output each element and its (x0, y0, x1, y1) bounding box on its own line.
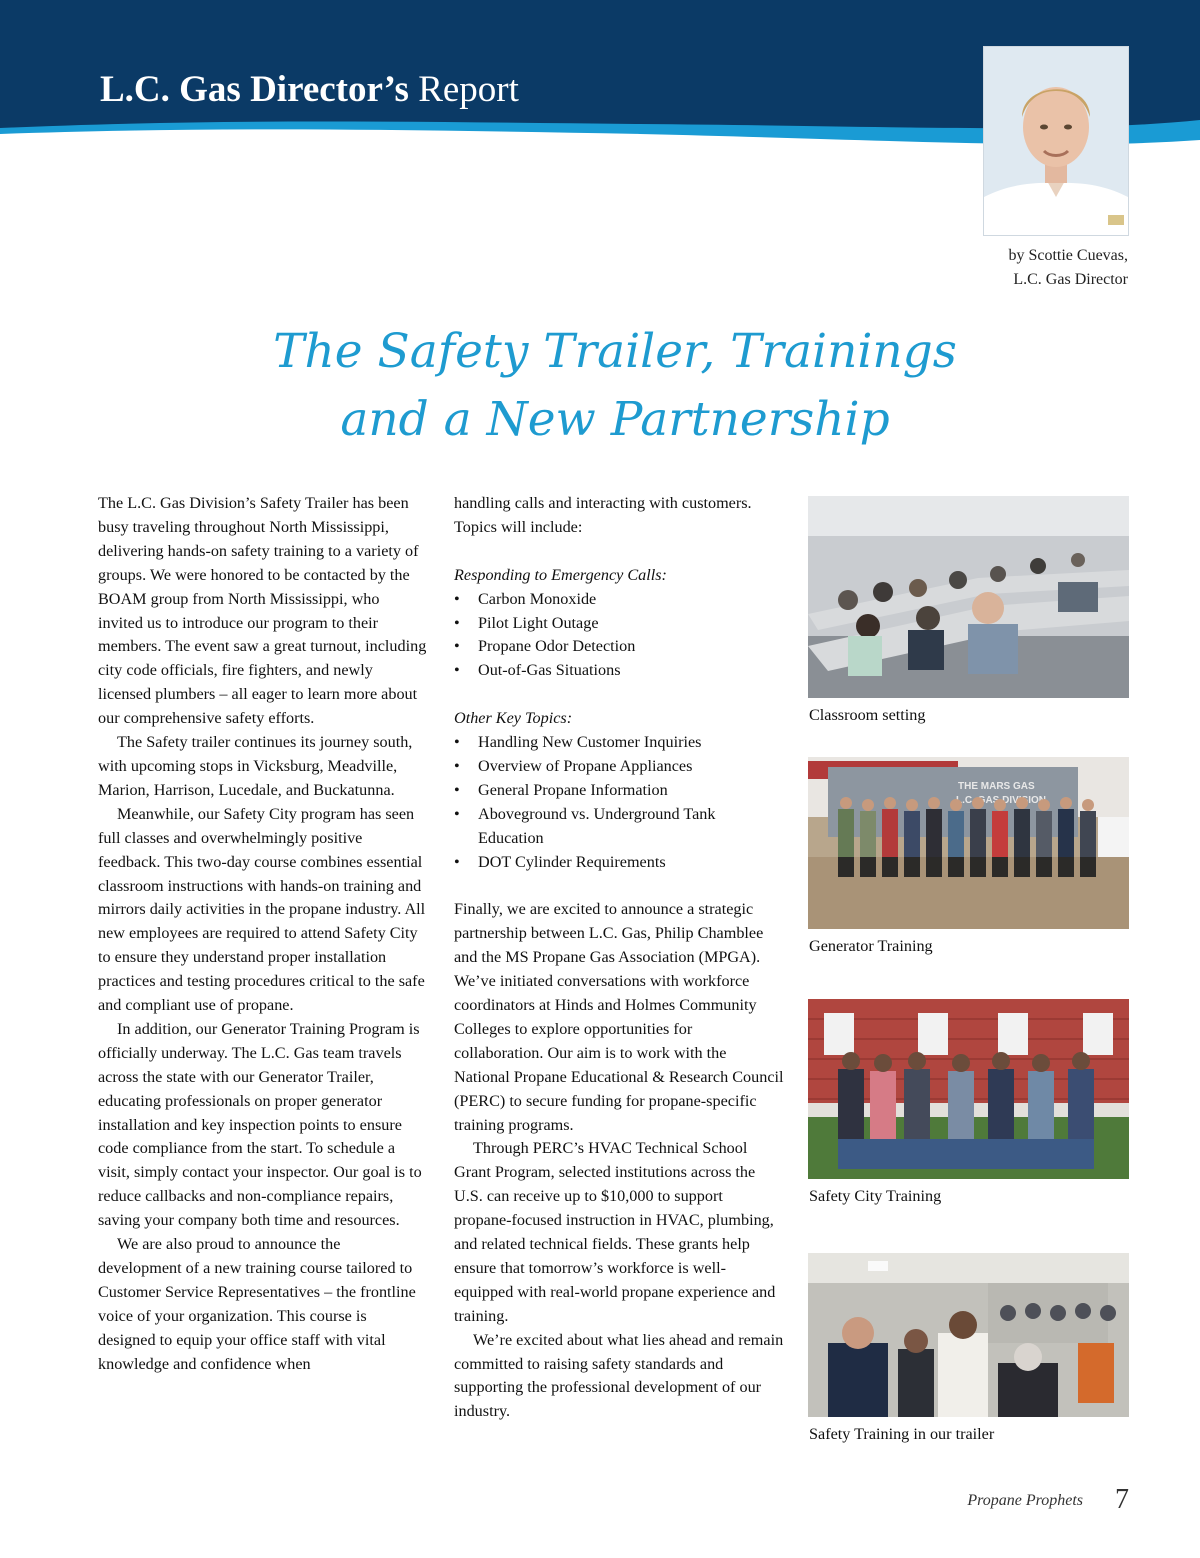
page-header-title (100, 68, 519, 111)
photo-safety-city-training (808, 999, 1129, 1179)
caption-classroom: Classroom setting (809, 706, 926, 724)
article-title (100, 318, 1130, 454)
trailer-sign-line-2: L.C. GAS (956, 795, 1000, 806)
list-item: • Pilot Light Outage (454, 612, 784, 636)
publication-name: Propane Prophets (967, 1492, 1083, 1509)
byline-author: by Scottie Cuevas, (1008, 247, 1128, 264)
photo-classroom (808, 496, 1129, 698)
paragraph: Finally, we are excited to announce a strategic partnership between L.C. Gas, Philip Chamblee and the MS Propane Gas Association (MPGA). We’ve initiated conversations with workforce coordinators at Hinds and Holmes Community Colleges to explore opportunities for collaboration. Our aim is to work with the National Propane Educational & Research Council (PERC) to secure funding for propane-specific training programs. (454, 900, 784, 1134)
header-title-light: Report (418, 69, 519, 110)
list-item: • Aboveground vs. Underground Tank Education (454, 803, 784, 851)
other-topics-list (454, 731, 784, 874)
list-item: • Out-of-Gas Situations (454, 659, 784, 683)
list-item: • General Propane Information (454, 779, 784, 803)
other-topics-heading: Other Key Topics: (454, 709, 573, 728)
paragraph: Meanwhile, our Safety City program has seen full classes and overwhelmingly positive feedback. This two-day course combines essential classroom instructions with hands-on training and mirrors daily activities in the propane industry. All new employees are required to attend Safety City to ensure they understand proper installation practices and testing procedures critical to the safe and compliant use of propane. (98, 804, 426, 1015)
caption-safety-city-training: Safety City Training (809, 1187, 942, 1205)
article-column-1 (98, 492, 428, 1377)
article-column-2 (454, 492, 784, 1424)
paragraph: In addition, our Generator Training Program is officially underway. The L.C. Gas team travels across the state with our Generator Trailer, educating professionals on proper generator installation and key inspection points to ensure code compliance from the start. To schedule a visit, simply contact your inspector. Our goal is to reduce callbacks and non-compliance repairs, saving your company both time and resources. (98, 1019, 422, 1230)
article-title-line-1: The Safety Trailer, Trainings (273, 324, 957, 379)
photo-generator-training (808, 757, 1129, 929)
article-title-line-2: and a New Partnership (340, 392, 890, 447)
emergency-topics-list (454, 588, 784, 684)
paragraph: Through PERC’s HVAC Technical School Grant Program, selected institutions across the U.S. can receive up to $10,000 to support propane-focused instruction in HVAC, plumbing, and related technical fields. These grants help ensure that tomorrow’s workforce is well-equipped with real-world propane experience and training. (454, 1139, 776, 1325)
caption-safety-training-trailer: Safety Training in our trailer (809, 1425, 995, 1443)
list-item: • Overview of Propane Appliances (454, 755, 784, 779)
page-number: 7 (1115, 1484, 1129, 1515)
header-title-bold: L.C. Gas Director’s (100, 69, 409, 110)
list-item: • Propane Odor Detection (454, 635, 784, 659)
author-portrait (983, 46, 1129, 236)
caption-generator-training: Generator Training (809, 937, 933, 955)
list-item: • DOT Cylinder Requirements (454, 851, 784, 875)
emergency-topics-heading: Responding to Emergency Calls: (454, 565, 667, 584)
trailer-sign-line-1: THE MARS GAS (958, 781, 1035, 792)
byline (1008, 244, 1128, 292)
list-item: • Carbon Monoxide (454, 588, 784, 612)
paragraph: The Safety trailer continues its journey south, with upcoming stops in Vicksburg, Meadville, Marion, Harrison, Lucedale, and Buckatunna. (98, 733, 413, 799)
photo-safety-training-trailer (808, 1253, 1129, 1417)
paragraph: We’re excited about what lies ahead and remain committed to raising safety standards and supporting the professional development of our industry. (454, 1330, 784, 1421)
paragraph: The L.C. Gas Division’s Safety Trailer has been busy traveling throughout North Mississippi, delivering hands-on safety training to a variety of groups. We were honored to be contacted by the BOAM group from North Mississippi, who invited us to introduce our program to their members. The event saw a great turnout, including city code officials, fire fighters, and newly licensed plumbers – all eager to learn more about our comprehensive safety efforts. (98, 494, 427, 728)
byline-role: L.C. Gas Director (1013, 271, 1128, 288)
list-item: • Handling New Customer Inquiries (454, 731, 784, 755)
paragraph: handling calls and interacting with customers. Topics will include: (454, 494, 752, 536)
paragraph: We are also proud to announce the development of a new training course tailored to Customer Service Representatives – the frontline voice of your organization. This course is designed to equip your office staff with vital knowledge and confidence when (98, 1235, 416, 1373)
